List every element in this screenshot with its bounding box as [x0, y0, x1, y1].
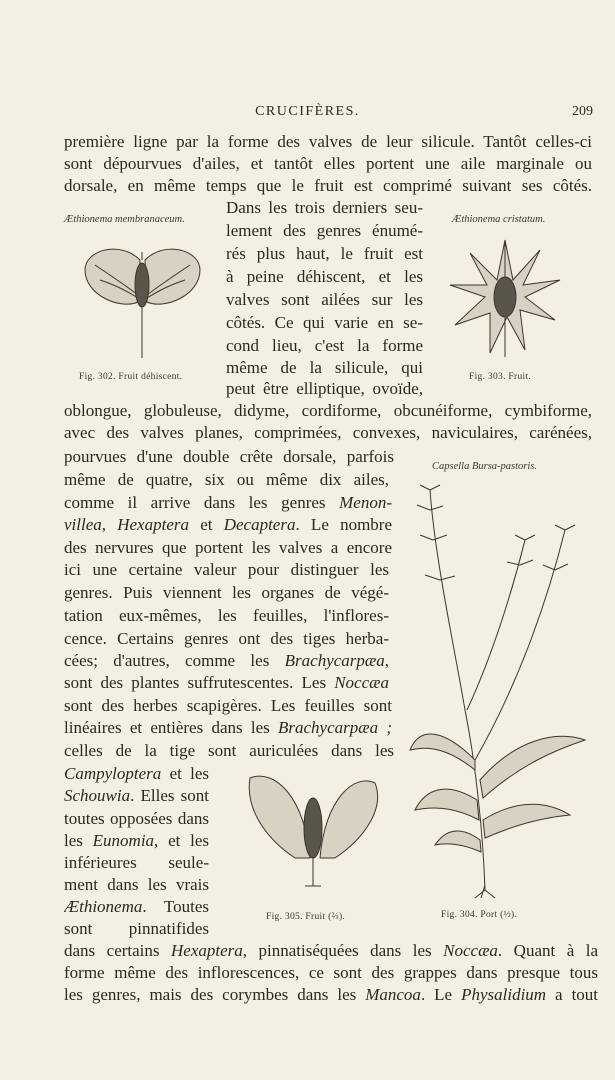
- text-line: sont des herbes scapigères. Les feuilles sont: [64, 696, 392, 715]
- text-span: ,: [101, 515, 118, 534]
- text-line: [64, 717, 392, 739]
- running-head: [0, 104, 615, 124]
- text-span: . Elles sont: [130, 786, 209, 805]
- genus-name: Brachycarpæa: [284, 651, 385, 670]
- text-line: [64, 514, 392, 536]
- text-span: . Le: [420, 985, 453, 1004]
- genus-name: Brachycarpæa ;: [278, 718, 392, 737]
- text-span: les genres, mais des corymbes dans les: [64, 985, 357, 1004]
- genus-name: villea: [64, 515, 102, 534]
- text-line: [64, 984, 598, 1006]
- text-span: cées; d'autres, comme les: [64, 651, 270, 670]
- text-span: . Le nombre: [295, 515, 392, 534]
- text-span: et les: [161, 764, 209, 783]
- running-title: CRUCIFÈRES.: [255, 104, 360, 119]
- genus-name: Menon-: [339, 493, 392, 512]
- genus-name: Æthionema: [64, 897, 143, 916]
- figure-303-illustration: [445, 235, 565, 360]
- figure-caption: Æthionema cristatum.: [452, 214, 546, 225]
- text-line: [64, 650, 389, 672]
- text-line: tation eux-mêmes, les feuilles, l'inflores-: [64, 606, 389, 625]
- text-line: [64, 785, 209, 807]
- text-line: [64, 763, 209, 785]
- text-line: même de quatre, six ou même dix ailes,: [64, 470, 389, 489]
- genus-name: Campyloptera: [64, 764, 162, 783]
- figure-label: Fig. 305. Fruit (⅔).: [266, 912, 346, 922]
- genus-name: Eunomia: [92, 831, 155, 850]
- text-line: [64, 896, 209, 918]
- text-span: . Toutes: [142, 897, 209, 916]
- text-span: , pinnatiséquées dans les: [242, 941, 432, 960]
- text-span: ,: [384, 651, 389, 670]
- genus-name: Physalidium: [461, 985, 547, 1004]
- text-line: peut être elliptique, ovoïde,: [226, 379, 423, 398]
- text-line: Dans les trois derniers seu-: [226, 198, 423, 217]
- page-number: 209: [572, 104, 593, 119]
- text-line: oblongue, globuleuse, didyme, cordiforme, obcunéiforme, cymbiforme,: [64, 401, 592, 420]
- text-line: genres. Puis viennent les organes de végé-: [64, 583, 389, 602]
- text-line: même de la silicule, qui: [226, 358, 423, 377]
- genus-name: Noccæa: [334, 673, 389, 692]
- figure-305-illustration: [245, 768, 385, 893]
- text-line: [64, 492, 392, 514]
- text-line: valves sont ailées sur les: [226, 290, 423, 309]
- genus-name: Schouwia: [64, 786, 131, 805]
- figure-caption: Capsella Bursa-pastoris.: [432, 461, 538, 472]
- figure-label: Fig. 302. Fruit déhiscent.: [79, 372, 183, 382]
- text-line: forme même des inflorescences, ce sont des grappes dans presque tous: [64, 963, 598, 982]
- text-span: linéaires et entières dans les: [64, 718, 270, 737]
- text-line: [64, 672, 389, 694]
- text-line: lement des genres énumé-: [226, 221, 423, 240]
- text-span: et: [189, 515, 224, 534]
- figure-302-illustration: [80, 240, 205, 360]
- text-line: des nervures que portent les valves a encore: [64, 538, 392, 557]
- text-line: ment dans les vrais: [64, 875, 209, 894]
- text-line: sont dépourvues d'ailes, et tantôt elles portent une aile marginale ou: [64, 154, 592, 173]
- text-line: [64, 940, 598, 962]
- text-span: les: [64, 831, 93, 850]
- text-line: cence. Certains genres ont des tiges herba-: [64, 629, 389, 648]
- genus-name: Hexaptera: [171, 941, 243, 960]
- figure-caption: Æthionema membranaceum.: [64, 214, 185, 225]
- text-line: [64, 830, 209, 852]
- text-line: inférieures seule-: [64, 853, 209, 872]
- figure-304-illustration: [405, 480, 595, 900]
- genus-name: Mancoa: [365, 985, 421, 1004]
- figure-label: Fig. 303. Fruit.: [469, 372, 532, 382]
- text-line: côtés. Ce qui varie en se-: [226, 313, 423, 332]
- text-line: celles de la tige sont auriculées dans les: [64, 741, 394, 760]
- genus-name: Noccæa: [443, 941, 498, 960]
- text-line: pourvues d'une double crête dorsale, parfois: [64, 447, 394, 466]
- text-line: sont pinnatifides: [64, 919, 209, 938]
- text-line: dorsale, en même temps que le fruit est comprimé suivant ses côtés.: [64, 176, 592, 195]
- figure-label: Fig. 304. Port (½).: [441, 910, 518, 920]
- text-span: a tout: [546, 985, 598, 1004]
- text-line: avec des valves planes, comprimées, convexes, naviculaires, carénées,: [64, 423, 592, 442]
- text-line: à peine déhiscent, et les: [226, 267, 423, 286]
- text-span: , et les: [154, 831, 209, 850]
- text-line: toutes opposées dans: [64, 809, 209, 828]
- text-span: comme il arrive dans les genres: [64, 493, 326, 512]
- genus-name: Decaptera: [223, 515, 296, 534]
- text-line: rés plus haut, le fruit est: [226, 244, 423, 263]
- text-line: première ligne par la forme des valves de leur silicule. Tantôt celles-ci: [64, 132, 592, 151]
- text-span: sont des plantes suffrutescentes. Les: [64, 673, 327, 692]
- text-span: . Quant à la: [497, 941, 598, 960]
- text-line: cond lieu, c'est la forme: [226, 336, 423, 355]
- text-line: ici une certaine valeur pour distinguer les: [64, 560, 389, 579]
- text-span: dans certains: [64, 941, 160, 960]
- genus-name: Hexaptera: [117, 515, 189, 534]
